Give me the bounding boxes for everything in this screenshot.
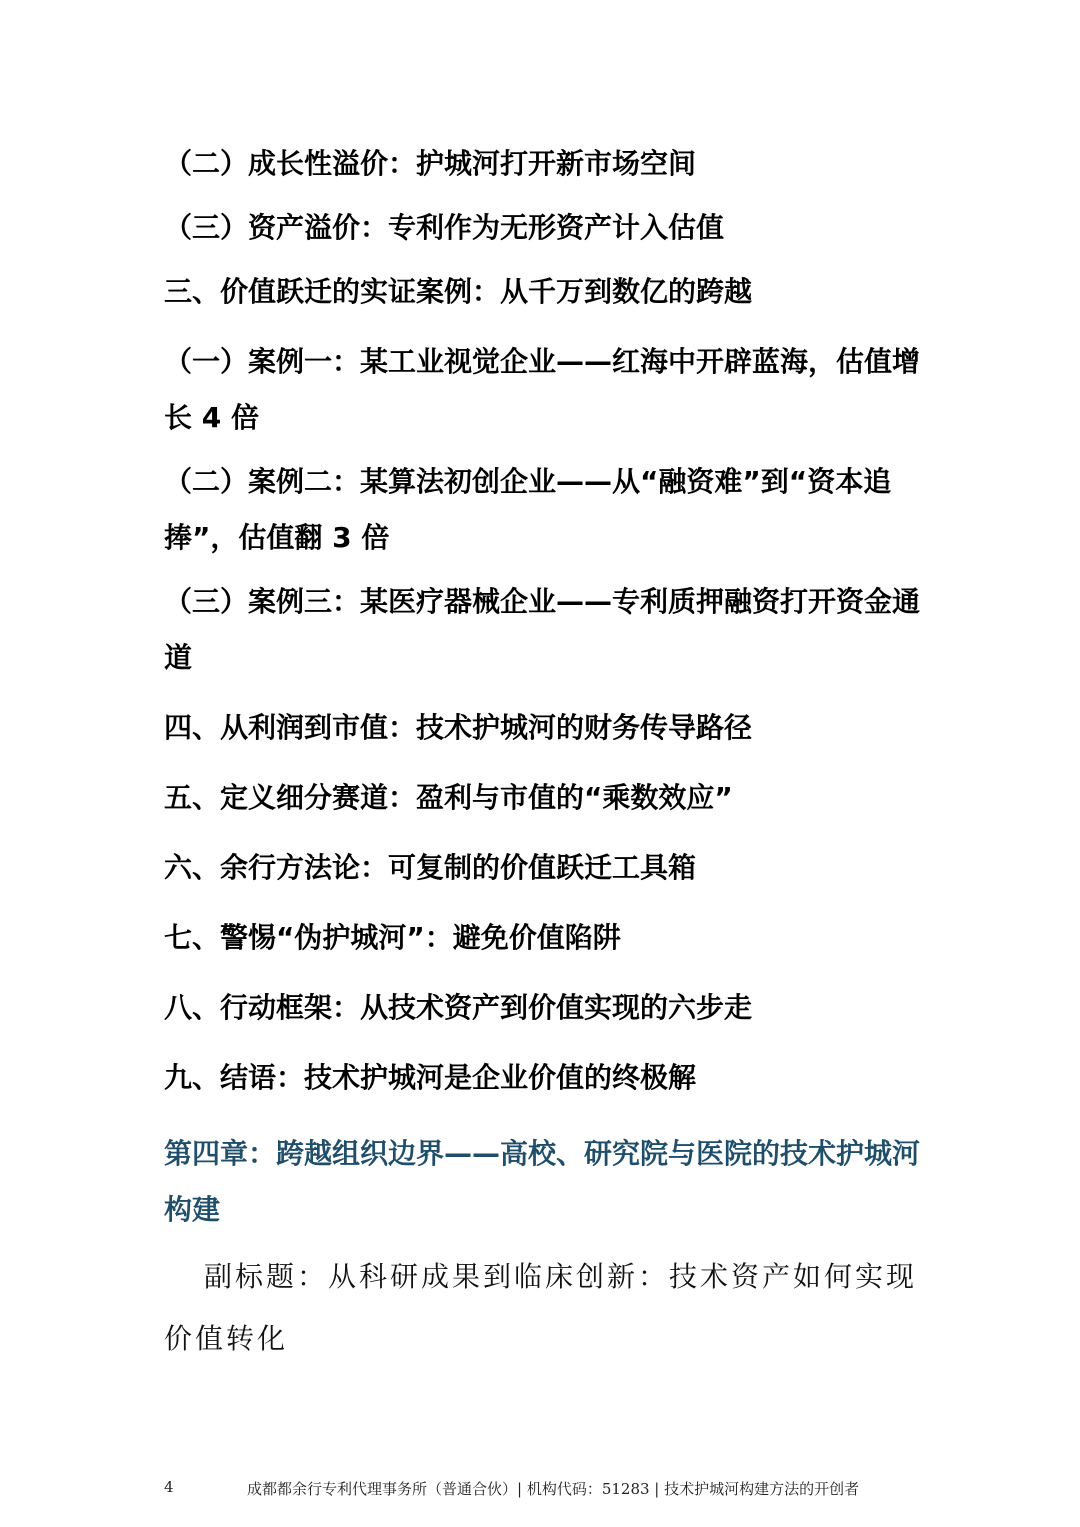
- toc-item: 四、从利润到市值：技术护城河的财务传导路径: [164, 711, 753, 744]
- toc-item: （二）成长性溢价：护城河打开新市场空间: [164, 147, 697, 180]
- page-number: 4: [164, 1478, 174, 1496]
- toc-item: （二）案例二：某算法初创企业——从“融资难”到“资本追捧”，估值翻 3 倍: [164, 465, 892, 554]
- toc-item: 八、行动框架：从技术资产到价值实现的六步走: [164, 991, 753, 1024]
- footer-text: 成都都余行专利代理事务所（普通合伙）| 机构代码：51283 | 技术护城河构建方法的开创者: [247, 1480, 860, 1498]
- toc-item: 六、余行方法论：可复制的价值跃迁工具箱: [164, 851, 697, 884]
- toc-item: 三、价值跃迁的实证案例：从千万到数亿的跨越: [164, 275, 753, 308]
- chapter-subtitle: 副标题：从科研成果到临床创新：技术资产如何实现价值转化: [164, 1260, 918, 1355]
- toc-item: （一）案例一：某工业视觉企业——红海中开辟蓝海，估值增长 4 倍: [164, 345, 921, 434]
- toc-item: （三）资产溢价：专利作为无形资产计入估值: [164, 211, 725, 244]
- toc-item: 九、结语：技术护城河是企业价值的终极解: [164, 1061, 697, 1094]
- toc-item: 七、警惕“伪护城河”：避免价值陷阱: [164, 921, 621, 954]
- toc-content: [164, 136, 924, 1370]
- toc-item: 五、定义细分赛道：盈利与市值的“乘数效应”: [164, 781, 733, 814]
- chapter-heading: 第四章：跨越组织边界——高校、研究院与医院的技术护城河构建: [164, 1137, 921, 1226]
- toc-item: （三）案例三：某医疗器械企业——专利质押融资打开资金通道: [164, 585, 921, 674]
